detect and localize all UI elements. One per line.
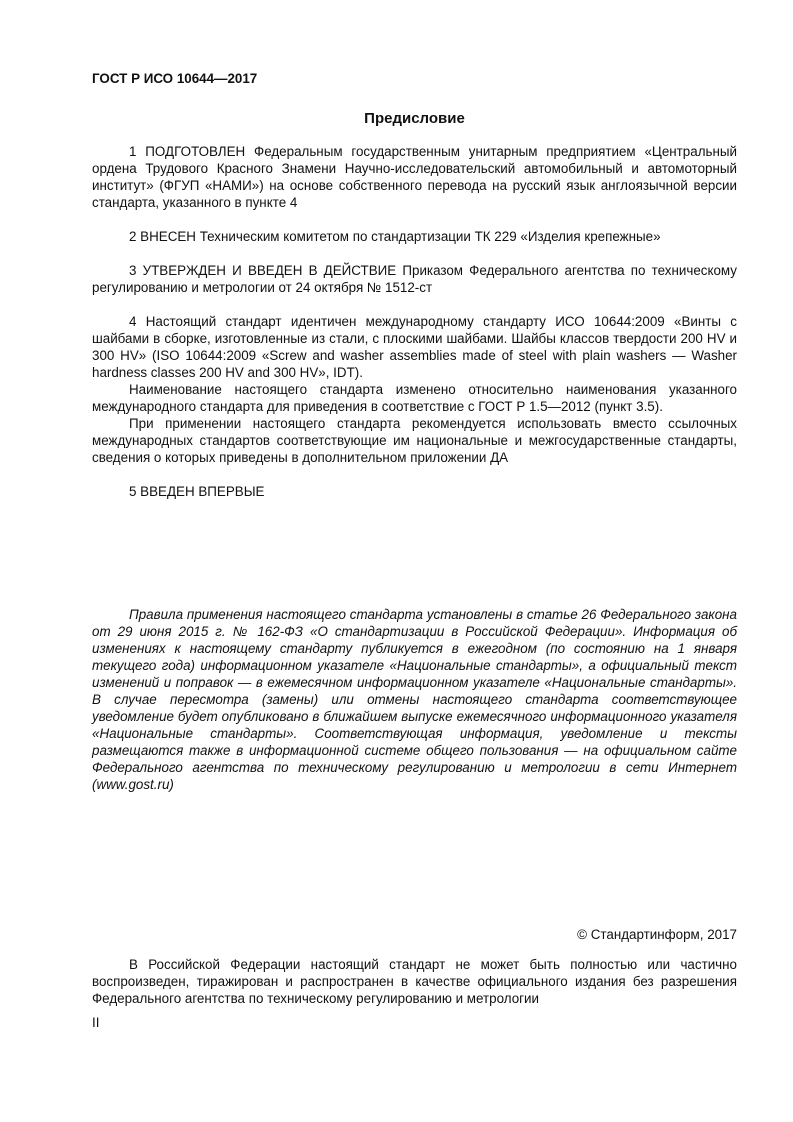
copyright-line: © Стандартинформ, 2017 bbox=[577, 927, 737, 942]
rights-text: В Российской Федерации настоящий стандарт не может быть полностью или частично воспроизведен, тиражирован и распространен в качестве официального издания без разрешения Федерального агентства по техническому регулированию и метрологии bbox=[92, 957, 737, 1006]
paragraph-first-introduced: 5 ВВЕДЕН ВПЕРВЫЕ bbox=[129, 484, 265, 499]
paragraph-references: При применении настоящего стандарта рекомендуется использовать вместо ссылочных международных стандартов соответствующие им национальные и межгосударственные стандарты, сведения о которых приведены в дополнительном приложении ДА bbox=[92, 416, 737, 465]
application-rules-notice bbox=[92, 606, 737, 793]
paragraph-prepared: 1 ПОДГОТОВЛЕН Федеральным государственным унитарным предприятием «Центральный ордена Трудового Красного Знамени Научно-исследовательский автомобильный и автомоторный институт» (ФГУП «НАМИ») на основе собственного перевода на русский язык англоязычной версии стандарта, указанного в пункте 4 bbox=[92, 144, 737, 210]
paragraph-identical: 4 Настоящий стандарт идентичен международному стандарту ИСО 10644:2009 «Винты с шайбами в сборке, изготовленные из стали, с плоскими шайбами. Шайбы классов твердости 200 HV и 300 HV» (ISO 10644:2009 «Screw and washer assemblies made of steel with plain washers — Washer hardness classes 200 HV and 300 HV», IDT). bbox=[92, 314, 737, 380]
paragraph-name-changed: Наименование настоящего стандарта изменено относительно наименования указанного международного стандарта для приведения в соответствие с ГОСТ Р 1.5—2012 (пункт 3.5). bbox=[92, 382, 737, 414]
standard-code-header: ГОСТ Р ИСО 10644—2017 bbox=[92, 71, 258, 86]
paragraph-introduced: 2 ВНЕСЕН Техническим комитетом по стандартизации ТК 229 «Изделия крепежные» bbox=[129, 229, 661, 244]
rights-statement bbox=[92, 956, 737, 1007]
page-title: Предисловие bbox=[364, 110, 465, 127]
foreword-body bbox=[92, 143, 737, 500]
page-number: II bbox=[92, 1015, 100, 1030]
notice-text: Правила применения настоящего стандарта установлены в статье 26 Федерального закона от 29 июня 2015 г. № 162-ФЗ «О стандартизации в Российской Федерации». Информация об изменениях к настоящему стандарту публикуется в ежегодном (по состоянию на 1 января текущего года) информационном указателе «Национальные стандарты», а официальный текст изменений и поправок — в ежемесячном информационном указателе «Национальные стандарты». В случае пересмотра (замены) или отмены настоящего стандарта соответствующее уведомление будет опубликовано в ближайшем выпуске ежемесячного информационного указателя «Национальные стандарты». Соответствующая информация, уведомление и тексты размещаются также в информационной системе общего пользования — на официальном сайте Федерального агентства по техническому регулированию и метрологии в сети Интернет (www.gost.ru) bbox=[92, 607, 737, 792]
paragraph-approved: 3 УТВЕРЖДЕН И ВВЕДЕН В ДЕЙСТВИЕ Приказом Федерального агентства по техническому регулированию и метрологии от 24 октября № 1512-ст bbox=[92, 263, 737, 295]
